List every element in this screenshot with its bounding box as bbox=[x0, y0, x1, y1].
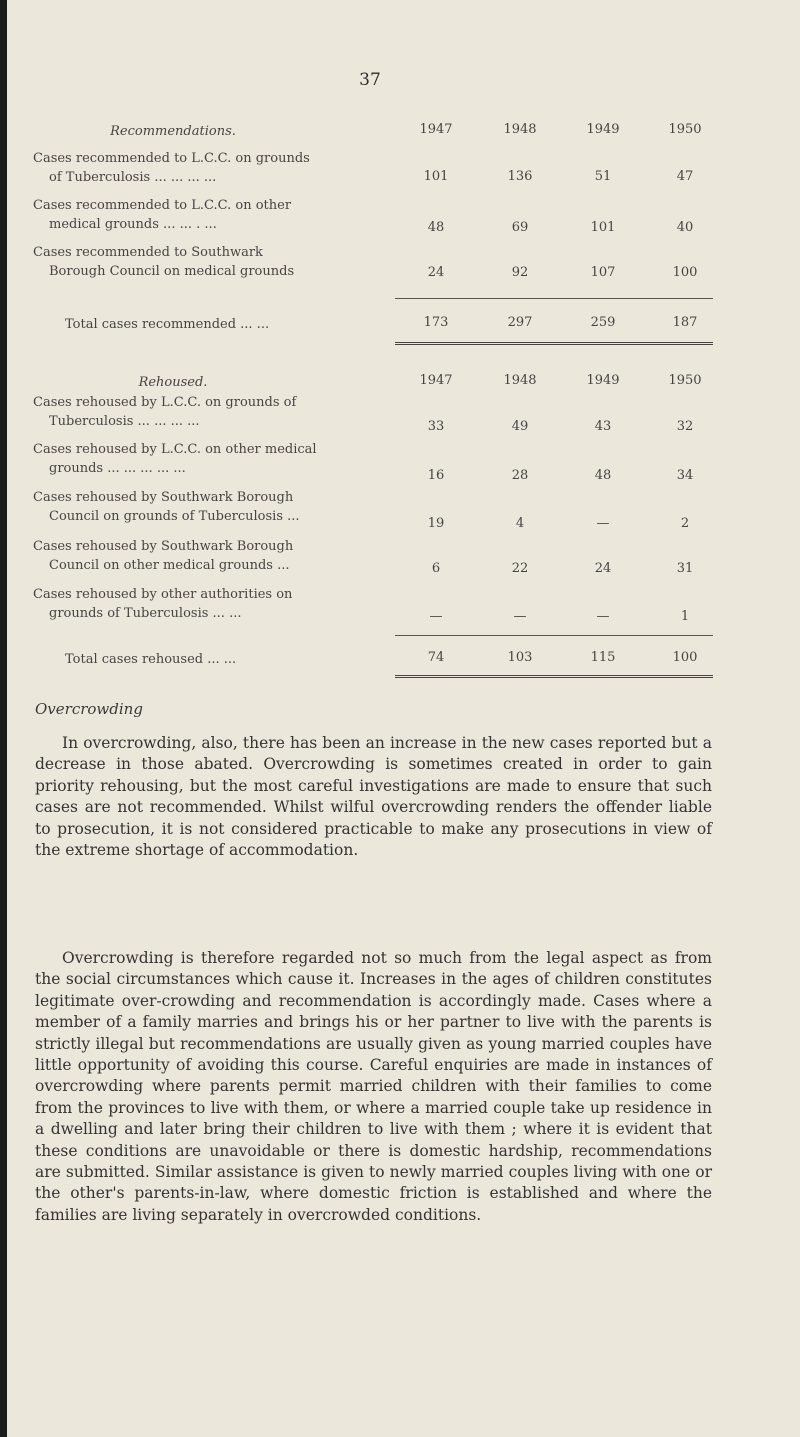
total-cell: 100 bbox=[672, 650, 698, 665]
table-cell: — bbox=[596, 609, 610, 624]
row-label-line: grounds of Tuberculosis ... ... bbox=[49, 606, 242, 621]
row-label-line: grounds ... ... ... ... ... bbox=[49, 461, 186, 476]
row-label-line: Tuberculosis ... ... ... ... bbox=[49, 414, 200, 429]
total-cell: 173 bbox=[423, 315, 449, 330]
row-label-line: Cases rehoused by L.C.C. on other medical bbox=[33, 442, 317, 457]
table-cell: 100 bbox=[672, 265, 698, 280]
page-edge bbox=[0, 0, 7, 1437]
table-cell: 34 bbox=[676, 468, 694, 483]
table-cell: 2 bbox=[680, 516, 690, 531]
total-label: Total cases recommended ... ... bbox=[65, 317, 270, 332]
table-cell: 24 bbox=[427, 265, 445, 280]
row-label-line: Council on grounds of Tuberculosis ... bbox=[49, 509, 300, 524]
year-header: 1948 bbox=[503, 373, 537, 388]
table-cell: 101 bbox=[423, 169, 449, 184]
year-header: 1950 bbox=[668, 373, 702, 388]
table-cell: 136 bbox=[507, 169, 533, 184]
row-label bbox=[33, 243, 393, 281]
year-header: 1947 bbox=[419, 373, 453, 388]
table-cell: 40 bbox=[676, 220, 694, 235]
table-cell: — bbox=[429, 609, 443, 624]
table-cell: 48 bbox=[427, 220, 445, 235]
row-label-line: of Tuberculosis ... ... ... ... bbox=[49, 170, 217, 185]
subtotal-rule bbox=[395, 635, 713, 636]
row-label-line: Cases recommended to L.C.C. on other bbox=[33, 198, 292, 213]
total-cell: 103 bbox=[507, 650, 533, 665]
year-header: 1949 bbox=[586, 373, 620, 388]
page-number: 37 bbox=[359, 70, 381, 90]
row-label bbox=[33, 585, 393, 623]
paragraph: In overcrowding, also, there has been an increase in the new cases reported but a decrease in those abated. Overcrowding is sometimes created in order to gain priority rehousing, but the most careful investigations are made to ensure that such cases are not recommended. Whilst wilful overcrowding renders the offender liable to prosecution, it is not considered practicable to make any prosecutions in view of the extreme shortage of accommodation. bbox=[35, 734, 712, 860]
table-cell: 107 bbox=[590, 265, 616, 280]
year-header: 1948 bbox=[503, 122, 537, 137]
table-cell: 101 bbox=[590, 220, 616, 235]
paragraph: Overcrowding is therefore regarded not so much from the legal aspect as from the social circumstances which cause it. Increases in the ages of children constitutes legitimate over-crowding and recommendation is accordingly made. Cases where a member of a family marries and brings his or her partner to live with the parents is strictly illegal but recommendations are usually given as young married couples have little opportunity of avoiding this course. Careful enquiries are made in instances of overcrowding where parents permit married children with their families to come from the provinces to live with them, or where a married couple take up residence in a dwelling and later bring their children to live with them ; where it is evident that these conditions are unavoidable or there is domestic hardship, recommendations are submitted. Similar assistance is given to newly married couples living with one or the other's parents-in-law, where domestic friction is established and where the families are living separately in overcrowded conditions. bbox=[35, 949, 712, 1224]
rehoused-heading: Rehoused. bbox=[138, 375, 208, 390]
table-cell: 32 bbox=[676, 419, 694, 434]
row-label-line: Borough Council on medical grounds bbox=[49, 264, 295, 279]
row-label bbox=[33, 488, 393, 526]
row-label bbox=[33, 537, 393, 575]
row-label-line: medical grounds ... ... . ... bbox=[49, 217, 217, 232]
table-cell: 6 bbox=[431, 561, 441, 576]
total-double-rule bbox=[395, 675, 713, 678]
table-cell: 16 bbox=[427, 468, 445, 483]
row-label bbox=[33, 149, 393, 187]
table-cell: 69 bbox=[511, 220, 529, 235]
subtotal-rule bbox=[395, 298, 713, 299]
total-double-rule bbox=[395, 342, 713, 345]
total-cell: 115 bbox=[590, 650, 616, 665]
table-cell: 24 bbox=[594, 561, 612, 576]
year-header: 1947 bbox=[419, 122, 453, 137]
row-label-line: Cases recommended to L.C.C. on grounds bbox=[33, 151, 310, 166]
year-header: 1950 bbox=[668, 122, 702, 137]
table-cell: 4 bbox=[515, 516, 525, 531]
total-cell: 259 bbox=[590, 315, 616, 330]
table-cell: 31 bbox=[676, 561, 694, 576]
row-label bbox=[33, 196, 393, 234]
row-label-line: Cases rehoused by Southwark Borough bbox=[33, 539, 294, 554]
total-cell: 297 bbox=[507, 315, 533, 330]
row-label-line: Cases rehoused by Southwark Borough bbox=[33, 490, 294, 505]
table-cell: 51 bbox=[594, 169, 612, 184]
table-cell: 48 bbox=[594, 468, 612, 483]
table-cell: 22 bbox=[511, 561, 529, 576]
table-cell: 28 bbox=[511, 468, 529, 483]
row-label-line: Cases rehoused by L.C.C. on grounds of bbox=[33, 395, 297, 410]
total-cell: 187 bbox=[672, 315, 698, 330]
row-label-line: Cases recommended to Southwark bbox=[33, 245, 263, 260]
row-label bbox=[33, 440, 393, 478]
table-cell: — bbox=[596, 516, 610, 531]
row-label bbox=[33, 393, 393, 431]
table-cell: 19 bbox=[427, 516, 445, 531]
table-cell: 49 bbox=[511, 419, 529, 434]
table-cell: 1 bbox=[680, 609, 690, 624]
section-heading: Overcrowding bbox=[35, 700, 143, 718]
row-label-line: Cases rehoused by other authorities on bbox=[33, 587, 293, 602]
recommendations-heading: Recommendations. bbox=[110, 124, 236, 139]
total-cell: 74 bbox=[427, 650, 445, 665]
table-cell: 47 bbox=[676, 169, 694, 184]
total-label: Total cases rehoused ... ... bbox=[65, 652, 237, 667]
row-label-line: Council on other medical grounds ... bbox=[49, 558, 290, 573]
table-cell: 43 bbox=[594, 419, 612, 434]
table-cell: — bbox=[513, 609, 527, 624]
table-cell: 33 bbox=[427, 419, 445, 434]
table-cell: 92 bbox=[511, 265, 529, 280]
year-header: 1949 bbox=[586, 122, 620, 137]
